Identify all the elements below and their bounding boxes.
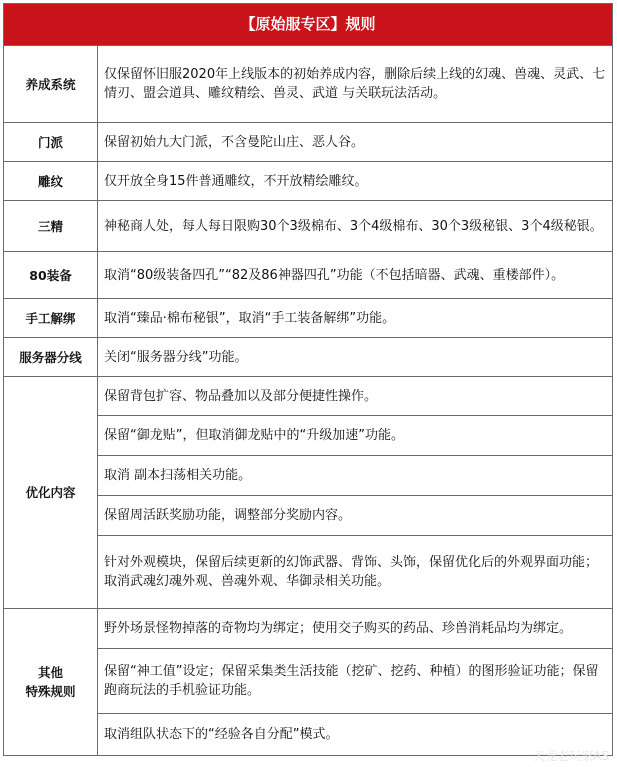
category-line: 特殊规则 (25, 684, 76, 699)
category-cell: 门派 (4, 123, 98, 162)
rules-table (3, 3, 613, 756)
category-cell: 三精 (4, 201, 98, 252)
category-cell: 服务器分线 (4, 338, 98, 377)
table-row (4, 252, 613, 299)
rule-text: 仅开放全身15件普通雕纹，不开放精绘雕纹。 (98, 162, 613, 201)
rule-text: 取消“80级装备四孔”“82及86神器四孔”功能（不包括暗器、武魂、重楼部件）。 (98, 252, 613, 299)
rule-text: 野外场景怪物掉落的奇物均为绑定；使用交子购买的药品、珍兽消耗品均为绑定。 (98, 609, 613, 649)
table-row (4, 609, 613, 649)
table-row (4, 46, 613, 123)
rule-text: 取消“臻品·棉布秘银”，取消“手工装备解绑”功能。 (98, 299, 613, 338)
rule-text: 仅保留怀旧服2020年上线版本的初始养成内容，删除后续上线的幻魂、兽魂、灵武、七情刃、盟会道具、雕纹精绘、兽灵、武道 与关联玩法活动。 (98, 46, 613, 123)
category-line: 其他 (37, 665, 63, 680)
table-row (4, 299, 613, 338)
table-row (4, 201, 613, 252)
rule-text: 关闭“服务器分线”功能。 (98, 338, 613, 377)
category-cell: 手工解绑 (4, 299, 98, 338)
category-cell: 80装备 (4, 252, 98, 299)
title-row (4, 4, 613, 46)
table-row (4, 123, 613, 162)
rule-text: 保留周活跃奖励功能，调整部分奖励内容。 (98, 496, 613, 536)
category-cell: 优化内容 (4, 377, 98, 609)
table-title: 【原始服专区】规则 (4, 4, 613, 46)
watermark: 天龙老玩家AS (533, 749, 609, 763)
rule-text: 取消组队状态下的“经验各自分配”模式。 (98, 714, 613, 756)
table-row (4, 162, 613, 201)
rule-text: 针对外观模块，保留后续更新的幻饰武器、背饰、头饰，保留优化后的外观界面功能；取消武魂幻魂外观、兽魂外观、华御录相关功能。 (98, 536, 613, 609)
rule-text: 保留初始九大门派，不含曼陀山庄、恶人谷。 (98, 123, 613, 162)
rule-text: 取消 副本扫荡相关功能。 (98, 456, 613, 496)
rule-text: 神秘商人处，每人每日限购30个3级棉布、3个4级棉布、30个3级秘银、3个4级秘银。 (98, 201, 613, 252)
category-cell: 养成系统 (4, 46, 98, 123)
rule-text: 保留背包扩容、物品叠加以及部分便捷性操作。 (98, 377, 613, 416)
table-row (4, 338, 613, 377)
table-row (4, 377, 613, 416)
category-cell: 雕纹 (4, 162, 98, 201)
rule-text: 保留“御龙贴”，但取消御龙贴中的“升级加速”功能。 (98, 416, 613, 456)
category-cell (4, 609, 98, 756)
rule-text: 保留“神工值”设定；保留采集类生活技能（挖矿、挖药、种植）的图形验证功能；保留跑商玩法的手机验证功能。 (98, 649, 613, 714)
